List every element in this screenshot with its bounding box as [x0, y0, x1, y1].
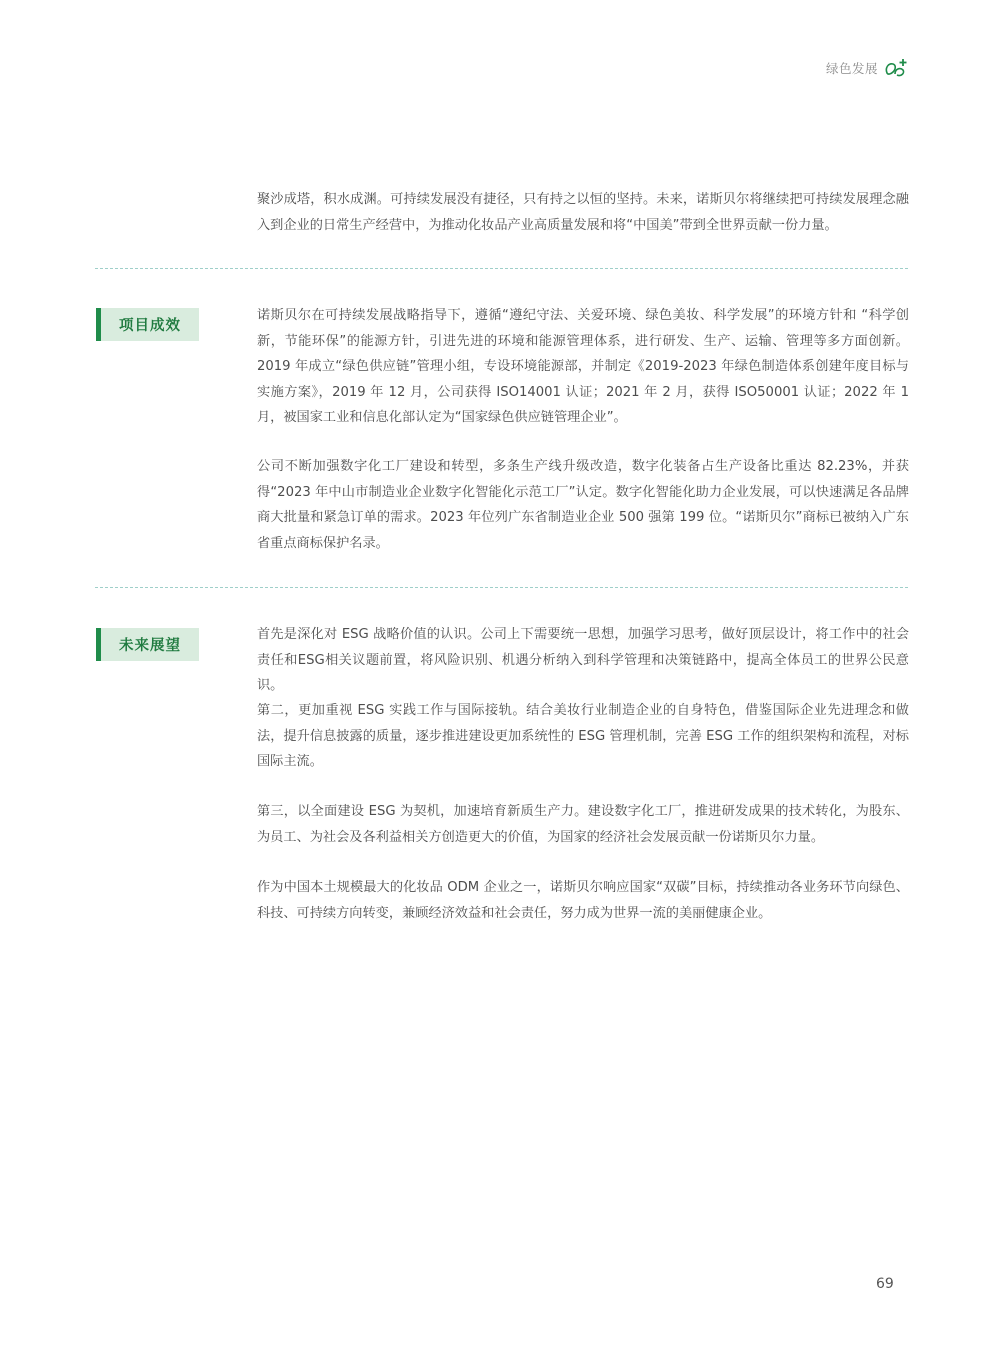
outlook-paragraph-2: 第二，更加重视 ESG 实践工作与国际接轨。结合美妆行业制造企业的自身特色，借鉴国际企业先进理念和做法，提升信息披露的质量，逐步推进建设更加系统性的 ESG 管理机制，完善 ESG 工作的组织架构和流程，对标国际主流。 [257, 703, 909, 769]
green-leaf-plus-icon [884, 58, 908, 78]
section-divider [95, 268, 908, 269]
achievements-paragraph-2: 公司不断加强数字化工厂建设和转型，多条生产线升级改造，数字化装备占生产设备比重达 82.23%，并获得“2023 年中山市制造业企业数字化智能化示范工厂”认定。数字化智能化助力企业发展，可以快速满足各品牌商大批量和紧急订单的需求。2023 年位列广东省制造业企业 500 强第 199 位。“诺斯贝尔”商标已被纳入广东省重点商标保护名录。 [257, 459, 909, 551]
achievements-paragraph-1: 诺斯贝尔在可持续发展战略指导下，遵循“遵纪守法、关爱环境、绿色美妆、科学发展”的环境方针和 “科学创新，节能环保”的能源方针，引进先进的环境和能源管理体系，进行研发、生产、运输、管理等多方面创新。2019 年成立“绿色供应链”管理小组，专设环境能源部，并制定《2019-2023 年绿色制造体系创建年度目标与实施方案》，2019 年 12 月，公司获得 ISO14001 认证；2021 年 2 月，获得 ISO50001 认证；2022 年 1 月，被国家工业和信息化部认定为“国家绿色供应链管理企业”。 [257, 308, 909, 425]
outlook-paragraph-4: 作为中国本土规模最大的化妆品 ODM 企业之一，诺斯贝尔响应国家“双碳”目标，持续推动各业务环节向绿色、科技、可持续方向转变，兼顾经济效益和社会责任，努力成为世界一流的美丽健康企业。 [257, 880, 909, 921]
section-divider [95, 587, 908, 588]
achievements-tag: 项目成效 [96, 308, 199, 341]
page-number: 69 [876, 1276, 894, 1292]
outlook-paragraph-3: 第三，以全面建设 ESG 为契机，加速培育新质生产力。建设数字化工厂，推进研发成果的技术转化，为股东、为员工、为社会及各利益相关方创造更大的价值，为国家的经济社会发展贡献一份诺斯贝尔力量。 [257, 804, 909, 845]
page-header [826, 58, 908, 78]
section-label: 绿色发展 [825, 61, 878, 76]
outlook-tag: 未来展望 [96, 628, 199, 661]
intro-paragraph: 聚沙成塔，积水成渊。可持续发展没有捷径，只有持之以恒的坚持。未来，诺斯贝尔将继续把可持续发展理念融入到企业的日常生产经营中，为推动化妆品产业高质量发展和将“中国美”带到全世界贡献一份力量。 [257, 192, 909, 233]
outlook-paragraph-1: 首先是深化对 ESG 战略价值的认识。公司上下需要统一思想，加强学习思考，做好顶层设计，将工作中的社会责任和ESG相关议题前置，将风险识别、机遇分析纳入到科学管理和决策链路中，提高全体员工的世界公民意识。 [257, 627, 909, 693]
